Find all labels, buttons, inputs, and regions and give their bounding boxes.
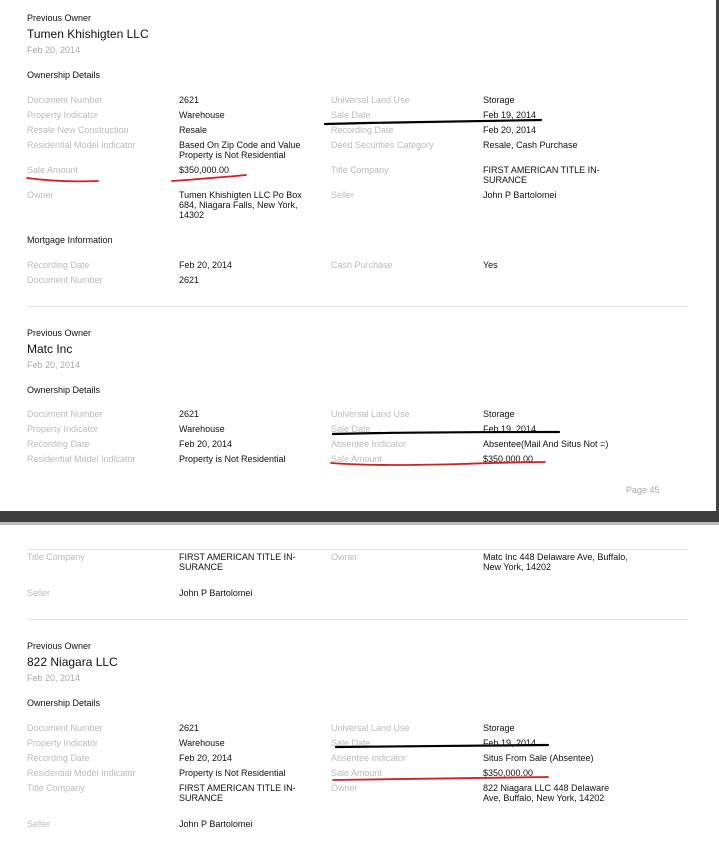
- ownership-details-heading: Ownership Details: [27, 385, 101, 395]
- owner-date: Feb 20, 2014: [27, 360, 81, 370]
- seller-label: Seller: [27, 588, 51, 598]
- recording-date-label: Recording Date: [27, 439, 90, 449]
- owner-date: Feb 20, 2014: [27, 45, 81, 55]
- sale-date-value: Feb 19, 2014: [483, 424, 537, 434]
- seller-label: Seller: [27, 819, 51, 829]
- section-heading: Previous Owner: [27, 13, 92, 23]
- resale-label: Resale New Construction: [27, 125, 129, 135]
- section-divider: [27, 619, 688, 620]
- seller-label: Seller: [331, 190, 355, 200]
- owner-label: Owner: [331, 552, 358, 562]
- property-indicator-value: Warehouse: [179, 738, 225, 748]
- title-company-value: FIRST AMERICAN TITLE IN- SURANCE: [179, 552, 296, 572]
- owner-value: Tumen Khishigten LLC Po Box 684, Niagara Falls, New York, 14302: [179, 190, 302, 220]
- section-divider: [27, 549, 688, 550]
- seller-value: John P Bartolomei: [179, 819, 253, 829]
- mortgage-recording-date-value: Feb 20, 2014: [179, 260, 233, 270]
- title-company-label: Title Company: [331, 165, 389, 175]
- recording-date-label: Recording Date: [27, 753, 90, 763]
- owner-date: Feb 20, 2014: [27, 673, 81, 683]
- title-company-label: Title Company: [27, 783, 85, 793]
- owner-label: Owner: [27, 190, 54, 200]
- property-indicator-value: Warehouse: [179, 110, 225, 120]
- universal-land-use-label: Universal Land Use: [331, 409, 410, 419]
- owner-name: Matc Inc: [27, 342, 73, 356]
- mortgage-document-number-label: Document Number: [27, 275, 103, 285]
- ownership-details-heading: Ownership Details: [27, 70, 101, 80]
- absentee-indicator-value: Absentee(Mail And Situs Not =): [483, 439, 609, 449]
- resale-value: Resale: [179, 125, 208, 135]
- property-indicator-label: Property Indicator: [27, 738, 99, 748]
- page-number: Page 45: [626, 485, 660, 495]
- sale-date-label: Sale Date: [331, 424, 371, 434]
- document-number-label: Document Number: [27, 723, 103, 733]
- sale-date-label: Sale Date: [331, 738, 371, 748]
- residential-model-label: Residential Model Indicator: [27, 140, 136, 150]
- residential-model-value: Property is Not Residential: [179, 768, 286, 778]
- document-number-value: 2621: [179, 723, 200, 733]
- sale-date-value: Feb 19, 2014: [483, 110, 537, 120]
- residential-model-value: Property is Not Residential: [179, 454, 286, 464]
- title-company-value: FIRST AMERICAN TITLE IN- SURANCE: [179, 783, 296, 803]
- owner-name: Tumen Khishigten LLC: [27, 27, 149, 41]
- seller-value: John P Bartolomei: [179, 588, 253, 598]
- universal-land-use-value: Storage: [483, 409, 515, 419]
- owner-label: Owner: [331, 783, 358, 793]
- recording-date-label: Recording Date: [331, 125, 394, 135]
- residential-model-label: Residential Model Indicator: [27, 768, 136, 778]
- residential-model-label: Residential Model Indicator: [27, 454, 136, 464]
- page-gap: [0, 511, 719, 522]
- document-number-label: Document Number: [27, 409, 103, 419]
- recording-date-value: Feb 20, 2014: [179, 439, 233, 449]
- property-indicator-label: Property Indicator: [27, 424, 99, 434]
- section-heading: Previous Owner: [27, 328, 92, 338]
- universal-land-use-label: Universal Land Use: [331, 95, 410, 105]
- owner-name: 822 Niagara LLC: [27, 655, 118, 669]
- section-heading: Previous Owner: [27, 641, 92, 651]
- mortgage-recording-date-label: Recording Date: [27, 260, 90, 270]
- sale-date-label: Sale Date: [331, 110, 371, 120]
- sale-amount-value: $350,000.00: [179, 165, 230, 175]
- absentee-indicator-label: Absentee Indicator: [331, 439, 407, 449]
- mortgage-document-number-value: 2621: [179, 275, 200, 285]
- residential-model-value: Based On Zip Code and Value Property is Not Residential: [179, 140, 301, 160]
- sale-amount-label: Sale Amount: [27, 165, 79, 175]
- page-46: [0, 525, 719, 846]
- title-company-value: FIRST AMERICAN TITLE IN- SURANCE: [483, 165, 600, 185]
- owner-value: 822 Niagara LLC 448 Delaware Ave, Buffalo, New York, 14202: [483, 783, 610, 803]
- sale-amount-label: Sale Amount: [331, 454, 383, 464]
- absentee-indicator-label: Absentee Indicator: [331, 753, 407, 763]
- owner-value: Matc Inc 448 Delaware Ave, Buffalo, New York, 14202: [483, 552, 628, 572]
- sale-date-value: Feb 19, 2014: [483, 738, 537, 748]
- cash-purchase-value: Yes: [483, 260, 498, 270]
- recording-date-value: Feb 20, 2014: [483, 125, 537, 135]
- sale-amount-label: Sale Amount: [331, 768, 383, 778]
- section-divider: [27, 306, 688, 307]
- sale-amount-value: $350,000.00: [483, 768, 534, 778]
- universal-land-use-value: Storage: [483, 723, 515, 733]
- ownership-details-heading: Ownership Details: [27, 698, 101, 708]
- deed-securities-label: Deed Securities Category: [331, 140, 434, 150]
- document-number-value: 2621: [179, 95, 200, 105]
- property-indicator-value: Warehouse: [179, 424, 225, 434]
- cash-purchase-label: Cash Purchase: [331, 260, 393, 270]
- mortgage-information-heading: Mortgage Information: [27, 235, 113, 245]
- deed-securities-value: Resale, Cash Purchase: [483, 140, 578, 150]
- document-number-value: 2621: [179, 409, 200, 419]
- sale-amount-value: $350,000.00: [483, 454, 534, 464]
- recording-date-value: Feb 20, 2014: [179, 753, 233, 763]
- universal-land-use-value: Storage: [483, 95, 515, 105]
- title-company-label: Title Company: [27, 552, 85, 562]
- seller-value: John P Bartolomei: [483, 190, 557, 200]
- universal-land-use-label: Universal Land Use: [331, 723, 410, 733]
- absentee-indicator-value: Situs From Sale (Absentee): [483, 753, 594, 763]
- property-indicator-label: Property Indicator: [27, 110, 99, 120]
- document-number-label: Document Number: [27, 95, 103, 105]
